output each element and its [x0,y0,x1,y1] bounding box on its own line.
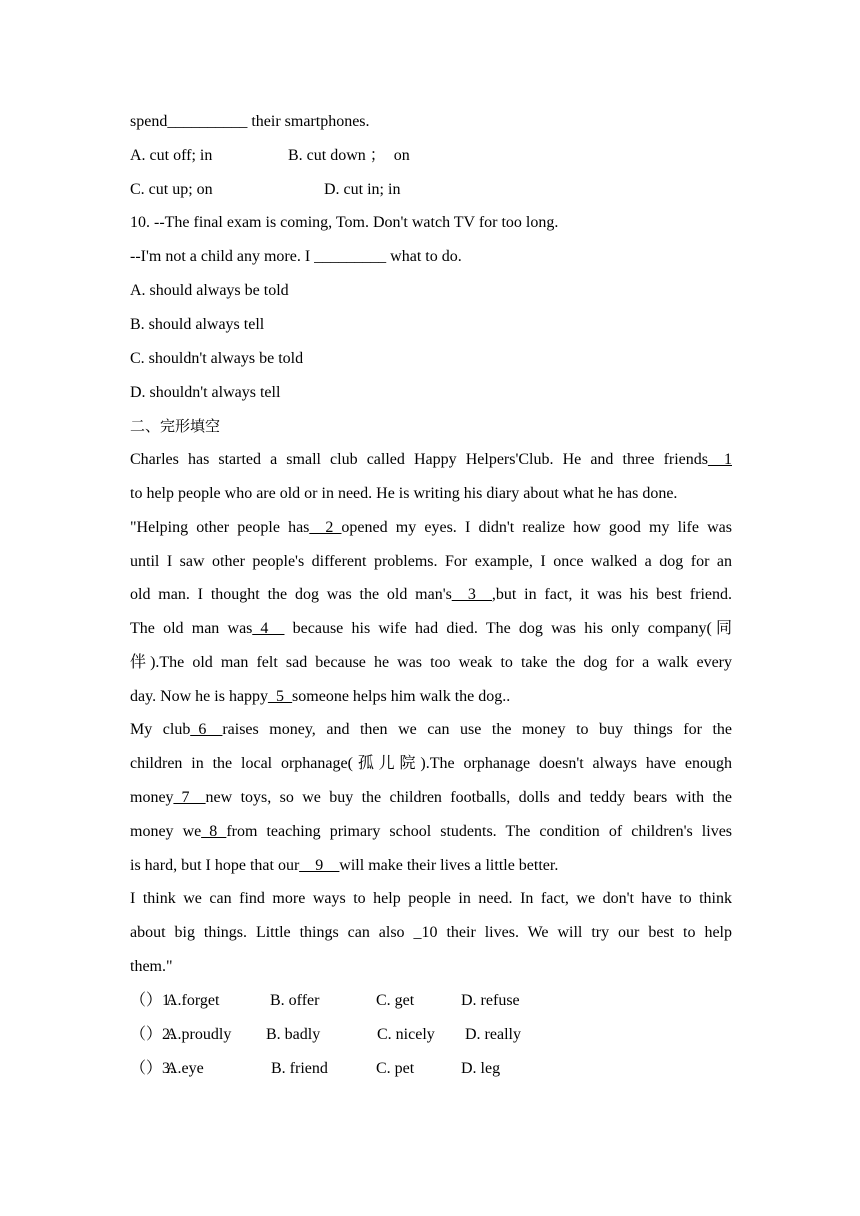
answer-option: A.eye [166,1060,204,1077]
answer-option: B. friend [271,1060,328,1077]
q10-option-d: D. shouldn't always tell [130,384,281,401]
q10-option-b: B. should always tell [130,316,265,333]
blank-1: __1 [708,451,732,468]
blank-8: _8 [201,823,227,840]
answer-option: A.proudly [166,1026,232,1043]
answer-option: D. refuse [461,992,520,1009]
answer-option: C. pet [376,1060,415,1077]
passage-line: until I saw other people's different problems. For example, I once walked a dog for an [130,553,732,570]
passage-line: about big things. Little things can also _10 their lives. We will try our best to help [130,924,732,941]
answer-row-number: （）3. [130,1060,175,1077]
answer-option: C. get [376,992,415,1009]
q9-option-b: B. cut down ； on [288,147,410,164]
blank-7: _7__ [173,789,206,806]
passage-line: My club_6__raises money, and then we can use the money to buy things for the [130,721,732,738]
passage-line: them." [130,958,173,975]
answer-row-number: （）2. [130,1026,175,1043]
passage-line: "Helping other people has__2_opened my eyes. I didn't realize how good my life was [130,519,732,536]
q10-option-c: C. shouldn't always be told [130,350,304,367]
passage-line: old man. I thought the dog was the old man's__3__,but in fact, it was his best friend. [130,586,732,603]
q9-option-d: D. cut in; in [324,181,401,198]
passage-line: I think we can find more ways to help people in need. In fact, we don't have to think [130,890,732,907]
passage-line: children in the local orphanage(孤儿院).The orphanage doesn't always have enough [130,755,732,772]
q9-option-a: A. cut off; in [130,147,213,164]
answer-row-number: （）1. [130,992,175,1009]
answer-option: C. nicely [377,1026,435,1043]
passage-line: money_7__new toys, so we buy the children footballs, dolls and teddy bears with the [130,789,732,806]
answer-option: D. really [465,1026,521,1043]
q9-stem: spend__________ their smartphones. [130,113,370,130]
blank-5: _5_ [268,688,293,705]
blank-4: _4__ [252,620,285,637]
blank-3: __3__ [451,586,492,603]
answer-option: A.forget [166,992,220,1009]
blank-2: __2_ [309,519,342,536]
answer-option: D. leg [461,1060,501,1077]
q10-stem-1: 10. --The final exam is coming, Tom. Don't watch TV for too long. [130,214,559,231]
blank-9: __9__ [299,857,340,874]
q10-option-a: A. should always be told [130,282,289,299]
answer-option: B. badly [266,1026,321,1043]
passage-line: money we_8 from teaching primary school students. The condition of children's lives [130,823,733,840]
passage-line: is hard, but I hope that our__9__will make their lives a little better. [130,857,559,874]
blank-6: _6__ [190,721,223,738]
passage-line: day. Now he is happy_5_someone helps him walk the dog.. [130,688,511,705]
passage-line: 伴).The old man felt sad because he was too weak to take the dog for a walk every [130,654,732,671]
passage-line: The old man was_4__ because his wife had died. The dog was his only company(同 [130,620,733,637]
passage-line: Charles has started a small club called Happy Helpers'Club. He and three friends__1 [130,451,732,468]
section-heading: 二、完形填空 [130,417,221,435]
passage-line: to help people who are old or in need. He is writing his diary about what he has done. [130,485,678,502]
q9-option-c: C. cut up; on [130,181,213,198]
q10-stem-2: --I'm not a child any more. I _________ what to do. [130,248,462,265]
answer-option: B. offer [270,992,320,1009]
